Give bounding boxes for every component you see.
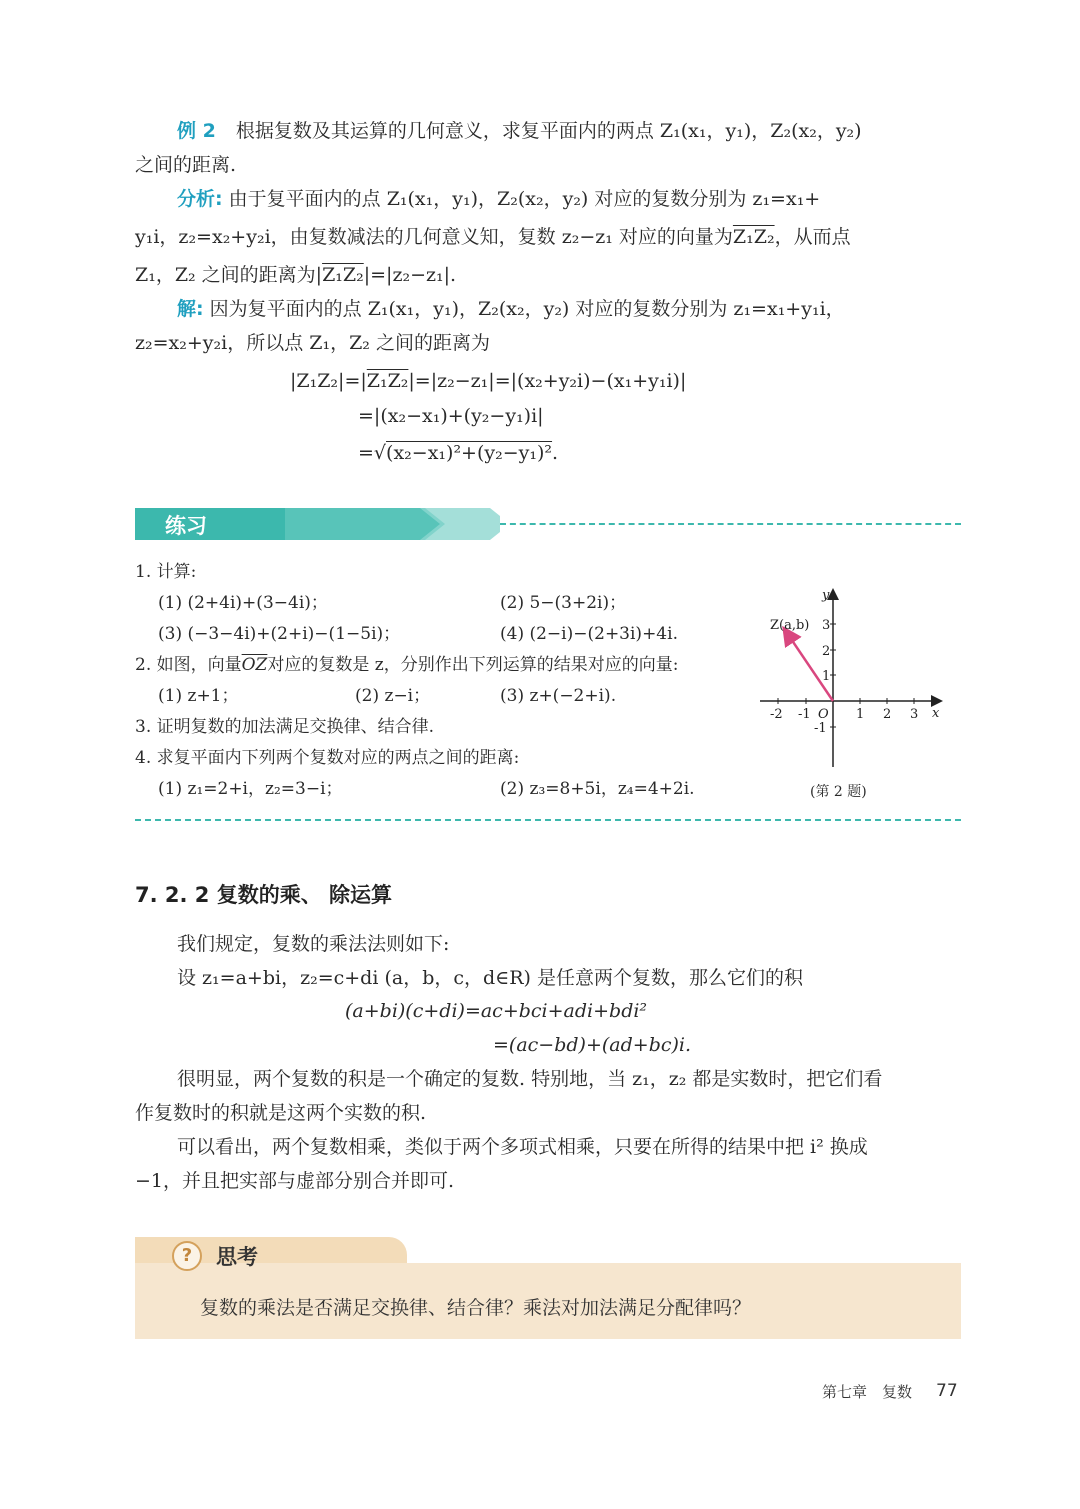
practice-bottom-divider bbox=[135, 819, 961, 821]
figure-caption: (第 2 题) bbox=[810, 784, 867, 800]
analysis-label: 分析: bbox=[177, 188, 223, 210]
vector-z1z2: Z₁Z₂ bbox=[732, 226, 775, 248]
analysis-text-1: 由于复平面内的点 Z₁(x₁，y₁)，Z₂(x₂，y₂) 对应的复数分别为 z₁=x₁+ bbox=[228, 188, 821, 210]
q2-text-c: 对应的复数是 z，分别作出下列运算的结果对应的向量: bbox=[267, 655, 679, 675]
analysis-text-2a: y₁i，z₂=x₂+y₂i，由复数减法的几何意义知，复数 z₂−z₁ 对应的向量为 bbox=[135, 226, 733, 248]
q1-item-1: (1) (2+4i)+(3−4i)； bbox=[158, 593, 328, 613]
eq1-vector: Z₁Z₂ bbox=[366, 370, 409, 392]
analysis-text-3c: |=|z₂−z₁|. bbox=[363, 264, 457, 286]
q2-item-1: (1) z+1； bbox=[158, 686, 239, 706]
solution-line-1 bbox=[135, 296, 961, 322]
section-p1: 我们规定，复数的乘法法则如下: bbox=[177, 933, 450, 955]
eq1-part-a: |Z₁Z₂|=| bbox=[290, 370, 367, 392]
vector-z1z2-2: Z₁Z₂ bbox=[322, 264, 364, 286]
solution-line-2: z₂=x₂+y₂i，所以点 Z₁，Z₂ 之间的距离为 bbox=[135, 332, 490, 354]
example-2-line-2: 之间的距离. bbox=[135, 154, 237, 176]
example-2-label: 例 2 bbox=[177, 120, 216, 142]
x-tick-neg1: -1 bbox=[798, 707, 811, 722]
x-tick-1: 1 bbox=[856, 707, 865, 722]
x-axis-label: x bbox=[932, 706, 940, 721]
y-axis-label: y bbox=[822, 588, 830, 603]
think-title: 思考 bbox=[216, 1245, 258, 1269]
analysis-line-2 bbox=[135, 224, 961, 250]
y-tick-2: 2 bbox=[822, 644, 831, 659]
example-2-line-1 bbox=[135, 118, 961, 144]
solution-label: 解: bbox=[177, 298, 204, 320]
eq3-period: . bbox=[552, 442, 559, 464]
section-title: 7. 2. 2 复数的乘、 除运算 bbox=[135, 883, 393, 907]
solution-equation-1 bbox=[290, 368, 686, 394]
section-eq-2: =(ac−bd)+(ad+bc)i. bbox=[493, 1034, 692, 1056]
eq3-radicand: (x₂−x₁)²+(y₂−y₁)² bbox=[386, 442, 553, 464]
page-number: 77 bbox=[936, 1381, 958, 1401]
complex-plane-figure bbox=[760, 585, 950, 775]
q2-item-3: (3) z+(−2+i). bbox=[500, 686, 617, 706]
q2-title bbox=[135, 653, 678, 677]
vector-oz-arrow bbox=[785, 630, 833, 701]
q4-item-2: (2) z₃=8+5i，z₄=4+2i. bbox=[500, 779, 695, 799]
q2-item-2: (2) z−i； bbox=[355, 686, 431, 706]
practice-title: 练习 bbox=[165, 514, 207, 538]
origin-label: O bbox=[818, 707, 829, 722]
practice-top-divider bbox=[500, 523, 961, 525]
y-tick-3: 3 bbox=[822, 618, 831, 633]
vector-oz: $\overline{OZ}$ bbox=[241, 655, 268, 675]
solution-equation-3 bbox=[358, 440, 558, 466]
q1-item-3: (3) (−3−4i)+(2+i)−(1−5i)； bbox=[158, 624, 401, 644]
section-p4-line-2: −1，并且把实部与虚部分别合并即可. bbox=[135, 1170, 455, 1192]
q4-title: 4. 求复平面内下列两个复数对应的两点之间的距离: bbox=[135, 748, 520, 768]
section-eq-1: (a+bi)(c+di)=ac+bci+adi+bdi² bbox=[345, 1000, 648, 1022]
y-tick-neg1: -1 bbox=[814, 721, 827, 736]
analysis-line-3 bbox=[135, 262, 961, 288]
analysis-text-2c: ，从而点 bbox=[774, 226, 851, 248]
solution-equation-2: =|(x₂−x₁)+(y₂−y₁)i| bbox=[358, 405, 544, 427]
eq3-sqrt: =√ bbox=[358, 442, 387, 464]
q1-title: 1. 计算: bbox=[135, 562, 197, 582]
section-p2: 设 z₁=a+bi，z₂=c+di (a，b，c，d∈R) 是任意两个复数，那么它们的积 bbox=[177, 967, 803, 989]
x-tick-3: 3 bbox=[910, 707, 919, 722]
q3-title: 3. 证明复数的加法满足交换律、结合律. bbox=[135, 717, 435, 737]
analysis-line-1 bbox=[135, 186, 961, 212]
analysis-text-3a: Z₁，Z₂ 之间的距离为| bbox=[135, 264, 323, 286]
example-2-text: 根据复数及其运算的几何意义，求复平面内的两点 Z₁(x₁，y₁)，Z₂(x₂，y₂) bbox=[235, 120, 862, 142]
eq1-part-c: |=|z₂−z₁|=|(x₂+y₂i)−(x₁+y₁i)| bbox=[408, 370, 687, 392]
q1-item-4: (4) (2−i)−(2+3i)+4i. bbox=[500, 624, 678, 644]
q2-text-a: 2. 如图，向量 bbox=[135, 655, 242, 675]
question-mark-icon: ? bbox=[172, 1241, 202, 1271]
q1-item-2: (2) 5−(3+2i)； bbox=[500, 593, 627, 613]
solution-text-1: 因为复平面内的点 Z₁(x₁，y₁)，Z₂(x₂，y₂) 对应的复数分别为 z₁=x₁+y₁i， bbox=[209, 298, 845, 320]
x-tick-2: 2 bbox=[883, 707, 892, 722]
section-p3-line-2: 作复数时的积就是这两个实数的积. bbox=[135, 1102, 427, 1124]
think-text: 复数的乘法是否满足交换律、结合律？乘法对加法满足分配律吗？ bbox=[200, 1297, 752, 1319]
footer-chapter: 第七章 复数 bbox=[822, 1383, 913, 1401]
section-p3-line-1: 很明显，两个复数的积是一个确定的复数. 特别地，当 z₁，z₂ 都是实数时，把它们看 bbox=[177, 1068, 883, 1090]
q4-item-1: (1) z₁=2+i，z₂=3−i； bbox=[158, 779, 343, 799]
section-p4-line-1: 可以看出，两个复数相乘，类似于两个多项式相乘，只要在所得的结果中把 i² 换成 bbox=[177, 1136, 868, 1158]
x-tick-neg2: -2 bbox=[770, 707, 783, 722]
point-label: Z(a,b) bbox=[770, 618, 810, 633]
y-tick-1: 1 bbox=[822, 669, 831, 684]
